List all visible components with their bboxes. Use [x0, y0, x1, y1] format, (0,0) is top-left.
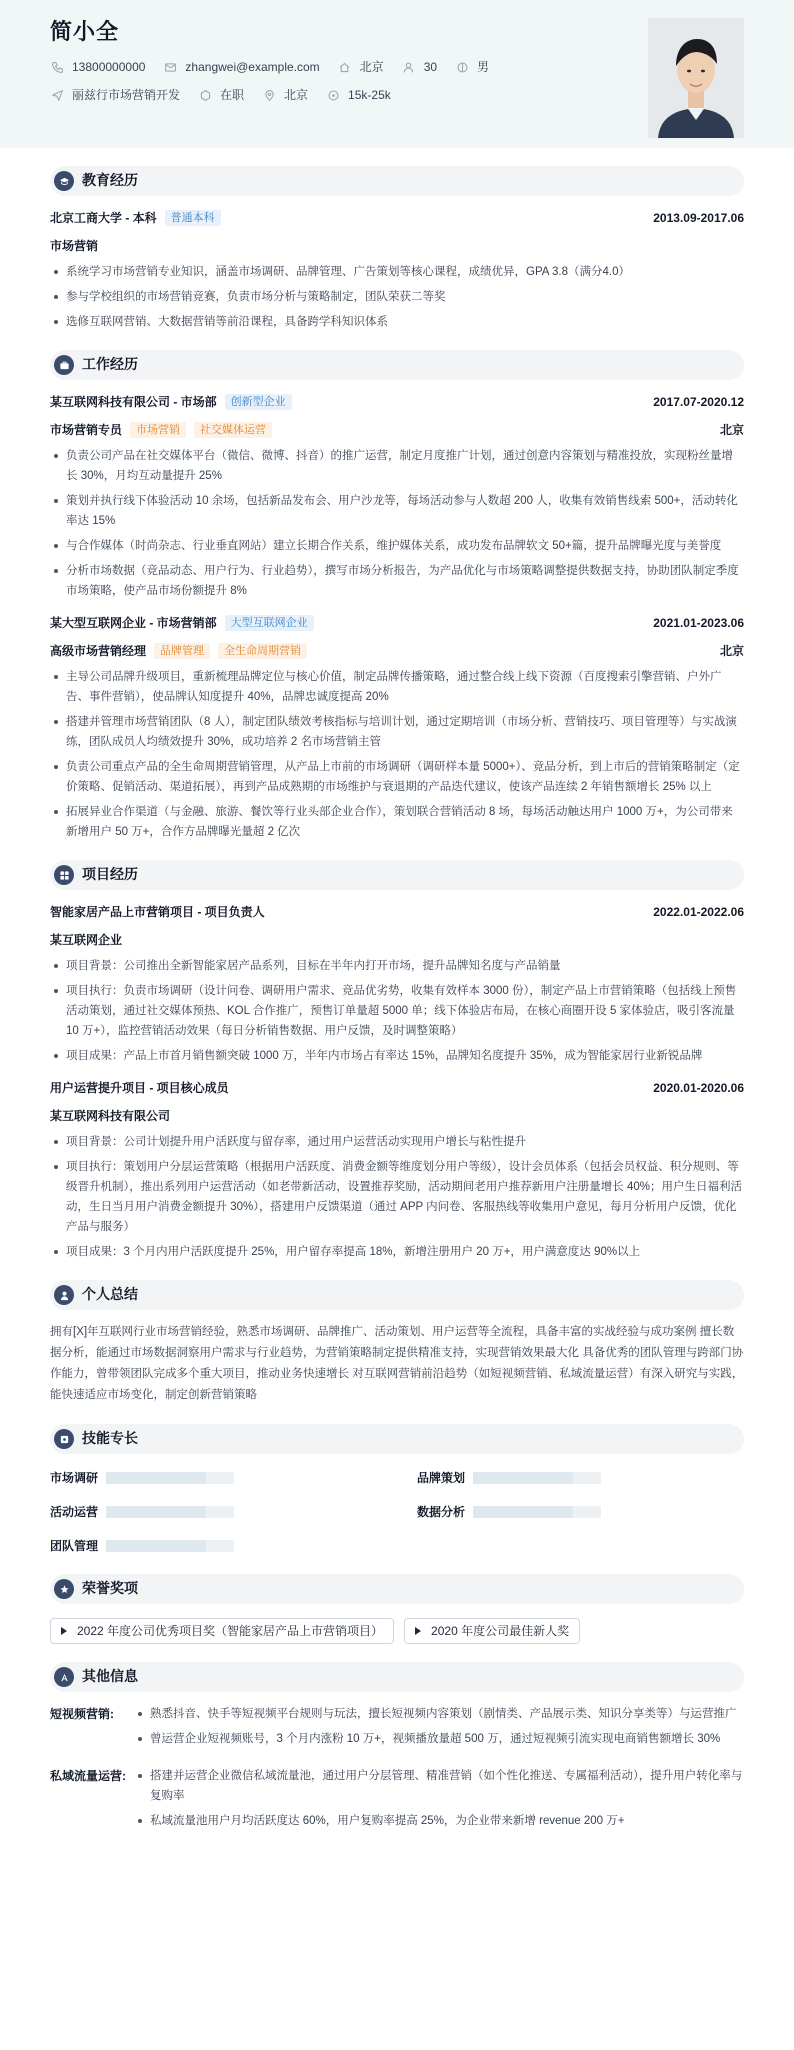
skill-name: 数据分析: [417, 1504, 466, 1519]
skill-level-fill: [106, 1506, 206, 1518]
role-tag: 社交媒体运营: [194, 422, 272, 438]
job-target-item: [50, 86, 180, 105]
other-item-private-traffic: [50, 1766, 744, 1836]
project-bullets: [50, 956, 744, 1066]
other-item-short-video: [50, 1704, 744, 1754]
location-text: 北京: [359, 59, 384, 74]
skill-name: 团队管理: [50, 1538, 99, 1553]
section-header-work: [50, 350, 744, 380]
salary-icon: [326, 88, 340, 102]
phone-item: [50, 58, 145, 77]
list-item: 系统学习市场营销专业知识，涵盖市场调研、品牌管理、广告策划等核心课程，成绩优异，GPA 3.8（满分4.0）: [50, 262, 744, 282]
list-item: 项目背景：公司推出全新智能家居产品系列，目标在半年内打开市场，提升品牌知名度与产品销量: [50, 956, 744, 976]
skill-item: [50, 1502, 377, 1522]
school-name: 北京工商大学 - 本科: [50, 210, 157, 225]
skill-level-fill: [473, 1506, 573, 1518]
summary-text: 拥有[X]年互联网行业市场营销经验，熟悉市场调研、品牌推广、活动策划、用户运营等全流程，具备丰富的实战经验与成功案例 擅长数据分析，能通过市场数据洞察用户需求与行业趋势，为营销策略制定提供精准支持，实现营销效果最大化 具备优秀的团队管理与跨部门协作能力，曾带领团队完成多个重大项目，推动业务快速增长 对互联网营销前沿趋势（如短视频营销、私域流量运营）有深入研究与实践，能快速适应市场变化，制定创新营销策略: [50, 1326, 744, 1401]
home-icon: [338, 60, 352, 74]
skills-grid: [50, 1468, 744, 1556]
other-label: 私域流量运营:: [50, 1769, 126, 1783]
list-item: 搭建并管理市场营销团队（8 人），制定团队绩效考核指标与培训计划，通过定期培训（市场分析、营销技巧、项目管理等）与实战演练，团队成员人均绩效提升 30%，成功培养 2 名市场营销主管: [50, 712, 744, 752]
work-entry-2: [50, 613, 744, 842]
skill-bar: [473, 1506, 601, 1518]
list-item: 拓展异业合作渠道（与金融、旅游、餐饮等行业头部企业合作），策划联合营销活动 8 场，每场活动触达用户 1000 万+，为公司带来新增用户 50 万+，合作方品牌曝光量超 2 亿次: [50, 802, 744, 842]
contact-row: [50, 58, 744, 76]
company-name: 某互联网科技有限公司 - 市场部: [50, 394, 217, 409]
company-name: 某大型互联网企业 - 市场营销部: [50, 615, 217, 630]
age-item: [402, 58, 437, 77]
status-text: 在职: [220, 87, 245, 102]
puzzle-icon: [54, 1429, 74, 1449]
section-header-other: [50, 1662, 744, 1692]
salary-text: 15k-25k: [348, 87, 391, 102]
avatar-photo: [648, 18, 744, 138]
work-city: 北京: [719, 422, 744, 437]
list-item: 项目成果：产品上市首月销售额突破 1000 万，半年内市场占有率达 15%，品牌知名度提升 35%，成为智能家居行业新锐品牌: [50, 1046, 744, 1066]
gender-item: [455, 58, 489, 77]
play-arrow-icon: [415, 1627, 421, 1635]
other-label: 短视频营销:: [50, 1707, 114, 1721]
section-title-skills: 技能专长: [82, 1430, 138, 1447]
mail-icon: [163, 60, 177, 74]
list-item: 项目背景：公司计划提升用户活跃度与留存率，通过用户运营活动实现用户增长与粘性提升: [50, 1132, 744, 1152]
grid-icon: [54, 865, 74, 885]
gender-icon: [455, 60, 469, 74]
work-date: 2021.01-2023.06: [653, 615, 744, 630]
list-item: 分析市场数据（竞品动态、用户行为、行业趋势），撰写市场分析报告，为产品优化与市场策略调整提供数据支持，协助团队制定季度市场策略，使产品市场份额提升 8%: [50, 561, 744, 601]
section-title-education: 教育经历: [82, 172, 138, 189]
project-entry-2: [50, 1078, 744, 1262]
award-chip: [50, 1618, 394, 1644]
email-text: zhangwei@example.com: [185, 59, 320, 74]
skill-bar: [106, 1506, 234, 1518]
send-icon: [50, 88, 64, 102]
resume-body: [0, 166, 794, 1836]
list-item: 项目成果：3 个月内用户活跃度提升 25%，用户留存率提高 18%，新增注册用户 20 万+，用户满意度达 90%以上: [50, 1242, 744, 1262]
job-role: 市场营销专员: [50, 422, 123, 437]
medal-icon: [54, 1579, 74, 1599]
work-city: 北京: [719, 643, 744, 658]
skill-name: 活动运营: [50, 1504, 99, 1519]
skill-bar: [106, 1472, 234, 1484]
education-bullets: [50, 262, 744, 332]
section-header-skills: [50, 1424, 744, 1454]
role-tag: 全生命周期营销: [218, 643, 307, 659]
person-icon: [54, 1285, 74, 1305]
education-major: 市场营销: [50, 238, 99, 253]
project-entry-1: [50, 902, 744, 1066]
list-item: 参与学校组织的市场营销竞赛，负责市场分析与策略制定，团队荣获二等奖: [50, 287, 744, 307]
section-title-work: 工作经历: [82, 356, 138, 373]
skill-item: [50, 1536, 377, 1556]
role-tag: 品牌管理: [154, 643, 210, 659]
list-item: 搭建并运营企业微信私域流量池，通过用户分层管理、精准营销（如个性化推送、专属福利活动），提升用户转化率与复购率: [134, 1766, 744, 1806]
skill-bar: [106, 1540, 234, 1552]
list-item: 项目执行：负责市场调研（设计问卷、调研用户需求、竞品优劣势，收集有效样本 3000 份），制定产品上市营销策略（包括线上预售活动策划，通过社交媒体预热、KOL 合作推广，预售订单量超 5000 单；线下体验店布局，在核心商圈开设 5 家体验店，吸引客流量 10 万+），监控营销活动效果（每日分析销售数据、用户反馈，及时调整策略）: [50, 981, 744, 1041]
work-bullets: [50, 446, 744, 601]
list-item: 主导公司品牌升级项目，重新梳理品牌定位与核心价值，制定品牌传播策略，通过整合线上线下资源（百度搜索引擎营销、户外广告、事件营销），使品牌认知度提升 40%，品牌忠诚度提高 20%: [50, 667, 744, 707]
target-city-text: 北京: [284, 87, 309, 102]
section-title-other: 其他信息: [82, 1668, 138, 1685]
company-tag: 大型互联网企业: [225, 615, 314, 631]
skill-item: [417, 1468, 744, 1488]
info-letter-icon: [54, 1667, 74, 1687]
phone-icon: [50, 60, 64, 74]
list-item: 项目执行：策划用户分层运营策略（根据用户活跃度、消费金额等维度划分用户等级），设计会员体系（包括会员权益、积分规则、等级晋升机制），推出系列用户运营活动（如老带新活动，设置推荐奖励，活动期间老用户推荐新用户注册量增长 40%；用户生日福利活动，生日当月用户消费金额提升 30%），搭建用户反馈渠道（通过 APP 内问卷、客服热线等收集用户意见，每月分析用户反馈，优化产品与服务）: [50, 1157, 744, 1237]
candidate-name: 简小全: [50, 19, 120, 44]
project-bullets: [50, 1132, 744, 1262]
job-row: [50, 86, 744, 104]
target-city-item: [262, 86, 308, 105]
job-role: 高级市场营销经理: [50, 643, 147, 658]
education-date: 2013.09-2017.06: [653, 210, 744, 225]
job-target-text: 丽兹行市场营销开发: [72, 87, 181, 102]
section-header-education: [50, 166, 744, 196]
section-header-honors: [50, 1574, 744, 1604]
education-tag: 普通本科: [165, 210, 221, 226]
graduation-cap-icon: [54, 171, 74, 191]
project-date: 2022.01-2022.06: [653, 904, 744, 919]
phone-text: 13800000000: [72, 59, 146, 74]
role-tag: 市场营销: [130, 422, 186, 438]
age-text: 30: [423, 59, 438, 74]
play-arrow-icon: [61, 1627, 67, 1635]
work-bullets: [50, 667, 744, 842]
section-title-projects: 项目经历: [82, 866, 138, 883]
list-item: 私域流量池用户月均活跃度达 60%，用户复购率提高 25%，为企业带来新增 revenue 200 万+: [134, 1811, 744, 1831]
gender-text: 男: [477, 59, 490, 74]
section-header-summary: [50, 1280, 744, 1310]
skill-item: [50, 1468, 377, 1488]
user-icon: [402, 60, 416, 74]
list-item: 曾运营企业短视频账号，3 个月内涨粉 10 万+，视频播放量超 500 万，通过短视频引流实现电商销售额增长 30%: [134, 1729, 744, 1749]
list-item: 策划并执行线下体验活动 10 余场，包括新品发布会、用户沙龙等，每场活动参与人数超 200 人，收集有效销售线索 500+，活动转化率达 15%: [50, 491, 744, 531]
list-item: 熟悉抖音、快手等短视频平台规则与玩法，擅长短视频内容策划（剧情类、产品展示类、知识分享类等）与运营推广: [134, 1704, 744, 1724]
section-header-projects: [50, 860, 744, 890]
skill-bar: [473, 1472, 601, 1484]
awards-list: [50, 1618, 744, 1644]
education-entry: [50, 208, 744, 332]
project-company: 某互联网科技有限公司: [50, 1108, 171, 1123]
project-title: 用户运营提升项目 - 项目核心成员: [50, 1080, 229, 1095]
resume-header: [0, 0, 794, 148]
company-tag: 创新型企业: [225, 394, 292, 410]
list-item: 与合作媒体（时尚杂志、行业垂直网站）建立长期合作关系，维护媒体关系，成功发布品牌软文 50+篇，提升品牌曝光度与美誉度: [50, 536, 744, 556]
work-entry-1: [50, 392, 744, 601]
project-title: 智能家居产品上市营销项目 - 项目负责人: [50, 904, 265, 919]
award-chip: [404, 1618, 580, 1644]
list-item: 选修互联网营销、大数据营销等前沿课程，具备跨学科知识体系: [50, 312, 744, 332]
status-item: [198, 86, 244, 105]
status-icon: [198, 88, 212, 102]
other-bullets: [134, 1704, 744, 1754]
award-text: 2022 年度公司优秀项目奖（智能家居产品上市营销项目）: [77, 1623, 384, 1638]
email-item: [163, 58, 319, 77]
briefcase-icon: [54, 355, 74, 375]
work-date: 2017.07-2020.12: [653, 394, 744, 409]
skill-item: [417, 1502, 744, 1522]
skill-level-fill: [106, 1540, 206, 1552]
skill-name: 市场调研: [50, 1470, 99, 1485]
project-date: 2020.01-2020.06: [653, 1080, 744, 1095]
award-text: 2020 年度公司最佳新人奖: [431, 1623, 570, 1638]
project-company: 某互联网企业: [50, 932, 123, 947]
skill-name: 品牌策划: [417, 1470, 466, 1485]
list-item: 负责公司产品在社交媒体平台（微信、微博、抖音）的推广运营，制定月度推广计划，通过创意内容策划与精准投放，实现粉丝量增长 30%，月均互动量提升 25%: [50, 446, 744, 486]
location-item: [338, 58, 384, 77]
skill-level-fill: [473, 1472, 573, 1484]
other-bullets: [134, 1766, 744, 1836]
section-title-summary: 个人总结: [82, 1286, 138, 1303]
section-title-honors: 荣誉奖项: [82, 1580, 138, 1597]
skill-level-fill: [106, 1472, 206, 1484]
list-item: 负责公司重点产品的全生命周期营销管理，从产品上市前的市场调研（调研样本量 5000+）、竞品分析，到上市后的营销策略制定（定价策略、促销活动、渠道拓展），再到产品成熟期的市场维护与衰退期的产品迭代建议，使该产品连续 2 年销售额增长 25% 以上: [50, 757, 744, 797]
salary-item: [326, 86, 391, 105]
location-pin-icon: [262, 88, 276, 102]
